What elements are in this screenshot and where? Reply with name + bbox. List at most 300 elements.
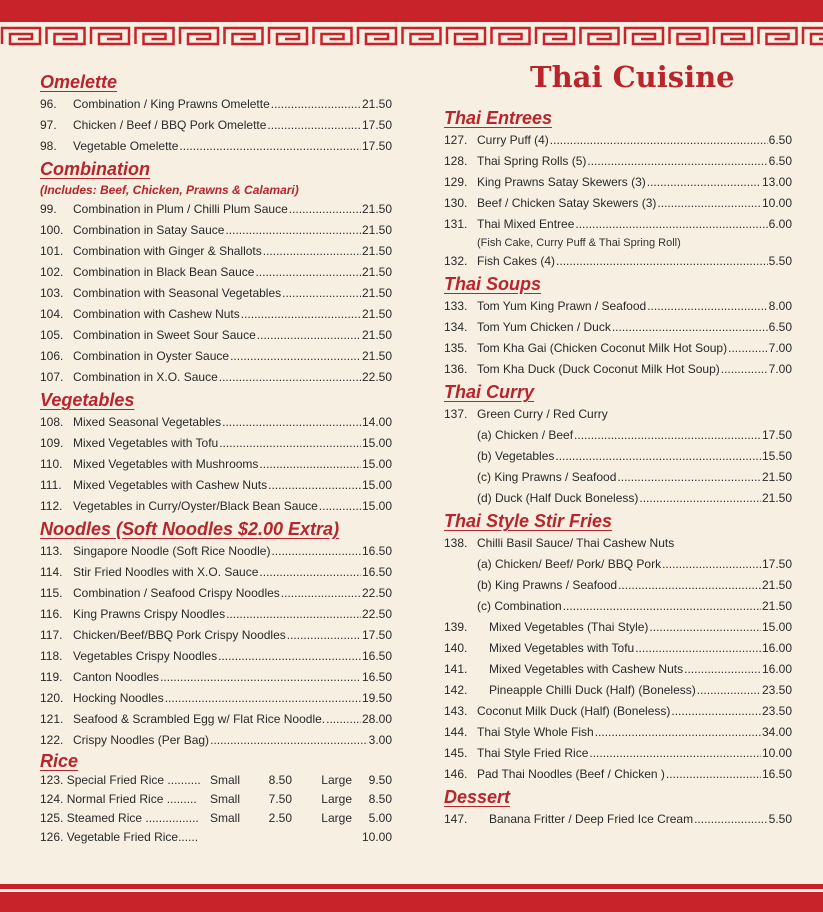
menu-item bbox=[40, 604, 392, 625]
item-name: Thai Mixed Entree bbox=[477, 217, 575, 231]
leader-dots bbox=[255, 262, 361, 283]
item-price: 15.50 bbox=[761, 449, 792, 463]
item-number: 140. bbox=[444, 641, 468, 655]
item-price: 16.00 bbox=[761, 662, 792, 676]
item-name: Combination / King Prawns Omelette bbox=[73, 97, 270, 111]
menu-item bbox=[444, 317, 792, 338]
menu-item bbox=[444, 296, 792, 317]
rice-large-price: 8.50 bbox=[368, 792, 392, 806]
menu-item bbox=[444, 151, 792, 172]
item-price: 6.50 bbox=[768, 154, 792, 168]
item-number: 132. bbox=[444, 254, 468, 268]
item-price: 22.50 bbox=[361, 607, 392, 621]
stirfry-list-2 bbox=[444, 701, 792, 785]
item-number: 96. bbox=[40, 97, 57, 111]
rice-row bbox=[40, 771, 392, 790]
rice-small-label bbox=[210, 828, 250, 847]
menu-item bbox=[40, 199, 392, 220]
item-name: Stir Fried Noodles with X.O. Sauce bbox=[73, 565, 259, 579]
item-name: Combination with Cashew Nuts bbox=[73, 307, 240, 321]
item-name: Crispy Noodles (Per Bag) bbox=[73, 733, 210, 747]
item-name: Banana Fritter / Deep Fried Ice Cream bbox=[489, 812, 694, 826]
menu-item bbox=[40, 367, 392, 388]
leader-dots bbox=[219, 367, 361, 388]
leader-dots bbox=[697, 680, 761, 701]
item-name: Combination with Seasonal Vegetables bbox=[73, 286, 282, 300]
item-price: 5.50 bbox=[768, 812, 792, 826]
item-name: Mixed Vegetables with Mushrooms bbox=[73, 457, 259, 471]
rice-name: 126. Vegetable Fried Rice...... bbox=[40, 830, 199, 844]
menu-item bbox=[444, 446, 792, 467]
item-price: 7.00 bbox=[768, 341, 792, 355]
menu-item bbox=[40, 220, 392, 241]
item-number: 145. bbox=[444, 746, 468, 760]
menu-item-intro bbox=[444, 404, 792, 425]
rice-row bbox=[40, 790, 392, 809]
leader-dots bbox=[259, 562, 361, 583]
item-name: Pad Thai Noodles (Beef / Chicken ) bbox=[477, 767, 665, 781]
rice-large-label bbox=[292, 828, 352, 847]
item-number: 104. bbox=[40, 307, 64, 321]
item-number: 139. bbox=[444, 620, 468, 634]
item-name: (a) Chicken / Beef bbox=[477, 428, 574, 442]
leader-dots bbox=[219, 433, 361, 454]
item-name: King Prawns Crispy Noodles bbox=[73, 607, 226, 621]
item-price: 28.00 bbox=[361, 712, 392, 726]
curry-intro bbox=[444, 404, 792, 425]
item-price: 14.00 bbox=[361, 415, 392, 429]
item-name: Beef / Chicken Satay Skewers (3) bbox=[477, 196, 657, 210]
item-name: Singapore Noodle (Soft Rice Noodle) bbox=[73, 544, 271, 558]
section-rice: Rice bbox=[40, 751, 79, 771]
leader-dots bbox=[165, 688, 361, 709]
curry-list bbox=[444, 425, 792, 509]
item-name: Combination / Seafood Crispy Noodles bbox=[73, 586, 280, 600]
item-number: 138. bbox=[444, 536, 468, 550]
leader-dots bbox=[282, 283, 361, 304]
item-name: Combination in X.O. Sauce bbox=[73, 370, 218, 384]
soups-list bbox=[444, 296, 792, 380]
item-name: Mixed Vegetables with Tofu bbox=[489, 641, 635, 655]
menu-item bbox=[444, 638, 792, 659]
menu-item bbox=[40, 709, 392, 730]
item-name: Thai Spring Rolls (5) bbox=[477, 154, 587, 168]
leader-dots bbox=[550, 130, 768, 151]
menu-item bbox=[40, 730, 392, 751]
item-price: 23.50 bbox=[761, 704, 792, 718]
item-name: Fish Cakes (4) bbox=[477, 254, 556, 268]
item-number: 134. bbox=[444, 320, 468, 334]
rice-row bbox=[40, 828, 392, 847]
item-name: (a) Chicken/ Beef/ Pork/ BBQ Pork bbox=[477, 557, 662, 571]
menu-item bbox=[444, 251, 792, 272]
item-number: 121. bbox=[40, 712, 64, 726]
page-title: Thai Cuisine bbox=[530, 60, 735, 94]
menu-item bbox=[444, 130, 792, 151]
item-name: Hocking Noodles bbox=[73, 691, 164, 705]
menu-item bbox=[40, 304, 392, 325]
section-noodles: Noodles (Soft Noodles $2.00 Extra) bbox=[40, 519, 340, 539]
item-number: 135. bbox=[444, 341, 468, 355]
item-price: 16.50 bbox=[761, 767, 792, 781]
leader-dots bbox=[671, 701, 761, 722]
menu-item bbox=[40, 433, 392, 454]
leader-dots bbox=[271, 94, 361, 115]
section-thai-entrees: Thai Entrees bbox=[444, 108, 553, 128]
leader-dots bbox=[222, 412, 361, 433]
item-number: 127. bbox=[444, 133, 468, 147]
leader-dots bbox=[241, 304, 361, 325]
section-thai-curry: Thai Curry bbox=[444, 382, 535, 402]
item-price: 3.00 bbox=[368, 733, 392, 747]
rice-small-price bbox=[250, 828, 292, 847]
item-name: (d) Duck (Half Duck Boneless) bbox=[477, 491, 639, 505]
menu-item bbox=[444, 575, 792, 596]
section-vegetables: Vegetables bbox=[40, 390, 135, 410]
rice-list bbox=[40, 771, 392, 847]
item-price: 10.00 bbox=[761, 746, 792, 760]
item-price: 16.50 bbox=[361, 544, 392, 558]
menu-item bbox=[444, 488, 792, 509]
item-number: 119. bbox=[40, 670, 63, 684]
menu-item bbox=[444, 617, 792, 638]
menu-item bbox=[40, 115, 392, 136]
leader-dots bbox=[635, 638, 761, 659]
stirfry-sublist bbox=[444, 554, 792, 617]
item-price: 21.50 bbox=[361, 244, 392, 258]
leader-dots bbox=[259, 454, 361, 475]
item-price: 21.50 bbox=[761, 491, 792, 505]
bottom-border bbox=[0, 889, 823, 912]
leader-dots bbox=[587, 151, 767, 172]
item-price: 21.50 bbox=[361, 202, 392, 216]
leader-dots bbox=[612, 317, 768, 338]
item-number: 115. bbox=[40, 586, 63, 600]
item-price: 21.50 bbox=[761, 599, 792, 613]
leader-dots bbox=[281, 583, 361, 604]
item-number: 142. bbox=[444, 683, 468, 697]
rice-name: 123. Special Fried Rice .......... bbox=[40, 773, 201, 787]
item-number: 133. bbox=[444, 299, 468, 313]
item-price: 34.00 bbox=[761, 725, 792, 739]
menu-item bbox=[444, 554, 792, 575]
menu-item bbox=[444, 359, 792, 380]
item-number: 117. bbox=[40, 628, 63, 642]
menu-item bbox=[40, 583, 392, 604]
item-name: (b) King Prawns / Seafood bbox=[477, 578, 618, 592]
stirfry-list bbox=[444, 617, 792, 701]
rice-small-price: 2.50 bbox=[268, 811, 292, 825]
item-name: Green Curry / Red Curry bbox=[477, 407, 608, 421]
item-number: 118. bbox=[40, 649, 63, 663]
item-number: 116. bbox=[40, 607, 63, 621]
combination-list bbox=[40, 199, 392, 388]
item-price: 15.00 bbox=[361, 499, 392, 513]
item-number: 103. bbox=[40, 286, 64, 300]
greek-key-border bbox=[0, 24, 823, 48]
menu-item bbox=[40, 496, 392, 517]
item-price: 21.50 bbox=[761, 470, 792, 484]
item-price: 16.50 bbox=[361, 670, 392, 684]
menu-item bbox=[444, 809, 792, 830]
menu-item bbox=[444, 214, 792, 235]
item-number: 130. bbox=[444, 196, 468, 210]
item-number: 128. bbox=[444, 154, 468, 168]
item-price: 21.50 bbox=[361, 286, 392, 300]
top-border bbox=[0, 0, 823, 22]
leader-dots bbox=[289, 199, 361, 220]
item-name: Thai Style Whole Fish bbox=[477, 725, 594, 739]
leader-dots bbox=[287, 625, 361, 646]
noodles-list bbox=[40, 541, 392, 751]
menu-item bbox=[40, 283, 392, 304]
item-name: Vegetable Omelette bbox=[73, 139, 179, 153]
menu-item bbox=[444, 659, 792, 680]
item-name: Mixed Vegetables (Thai Style) bbox=[489, 620, 649, 634]
rice-small-label: Small bbox=[210, 773, 241, 787]
leader-dots bbox=[657, 193, 761, 214]
menu-item bbox=[40, 262, 392, 283]
item-name: (c) King Prawns / Seafood bbox=[477, 470, 617, 484]
item-price: 16.50 bbox=[361, 649, 392, 663]
leader-dots bbox=[319, 496, 361, 517]
leader-dots bbox=[575, 214, 767, 235]
dessert-list bbox=[444, 809, 792, 830]
item-name: (b) Vegetables bbox=[477, 449, 555, 463]
menu-item bbox=[40, 625, 392, 646]
rice-large-price: 10.00 bbox=[361, 830, 392, 844]
menu-item bbox=[444, 764, 792, 785]
item-name: Mixed Seasonal Vegetables bbox=[73, 415, 222, 429]
leader-dots bbox=[556, 251, 768, 272]
stirfry-intro bbox=[444, 533, 792, 554]
section-omelette: Omelette bbox=[40, 72, 118, 92]
item-name: Combination in Sweet Sour Sauce bbox=[73, 328, 256, 342]
menu-item bbox=[444, 425, 792, 446]
leader-dots bbox=[268, 475, 361, 496]
menu-item bbox=[40, 325, 392, 346]
item-number: 122. bbox=[40, 733, 64, 747]
item-price: 10.00 bbox=[761, 196, 792, 210]
leader-dots bbox=[618, 575, 761, 596]
item-number: 147. bbox=[444, 812, 468, 826]
item-number: 137. bbox=[444, 407, 468, 421]
item-number: 107. bbox=[40, 370, 64, 384]
menu-item bbox=[40, 667, 392, 688]
item-price: 16.50 bbox=[361, 565, 392, 579]
item-price: 15.00 bbox=[361, 478, 392, 492]
section-dessert: Dessert bbox=[444, 787, 511, 807]
combination-note: (Includes: Beef, Chicken, Prawns & Calamari) bbox=[40, 183, 299, 197]
item-price: 21.50 bbox=[361, 97, 392, 111]
leader-dots bbox=[684, 659, 761, 680]
item-name: Combination in Oyster Sauce bbox=[73, 349, 230, 363]
item-name: Tom Kha Gai (Chicken Coconut Milk Hot Soup) bbox=[477, 341, 728, 355]
item-name: Curry Puff (4) bbox=[477, 133, 549, 147]
rice-name: 124. Normal Fried Rice ......... bbox=[40, 792, 197, 806]
item-name: Seafood & Scrambled Egg w/ Flat Rice Noodle. bbox=[73, 712, 326, 726]
item-price: 21.50 bbox=[361, 223, 392, 237]
menu-item bbox=[40, 412, 392, 433]
vegetables-list bbox=[40, 412, 392, 517]
item-number: 112. bbox=[40, 499, 63, 513]
menu-item bbox=[444, 338, 792, 359]
item-name: King Prawns Satay Skewers (3) bbox=[477, 175, 646, 189]
menu-item bbox=[40, 646, 392, 667]
item-price: 17.50 bbox=[761, 428, 792, 442]
item-name: Combination in Satay Sauce bbox=[73, 223, 225, 237]
item-number: 141. bbox=[444, 662, 468, 676]
menu-item bbox=[444, 743, 792, 764]
item-number: 143. bbox=[444, 704, 468, 718]
item-price: 16.00 bbox=[761, 641, 792, 655]
rice-small-label: Small bbox=[210, 811, 241, 825]
item-price: 17.50 bbox=[361, 118, 392, 132]
item-name: Combination in Black Bean Sauce bbox=[73, 265, 255, 279]
rice-row bbox=[40, 809, 392, 828]
item-price: 6.50 bbox=[768, 133, 792, 147]
menu-item bbox=[40, 94, 392, 115]
item-name: Tom Yum King Prawn / Seafood bbox=[477, 299, 647, 313]
entree-subnote: (Fish Cake, Curry Puff & Thai Spring Roll) bbox=[477, 237, 681, 249]
item-name: Vegetables Crispy Noodles bbox=[73, 649, 218, 663]
rice-small-price: 8.50 bbox=[268, 773, 292, 787]
item-name: Chicken / Beef / BBQ Pork Omelette bbox=[73, 118, 267, 132]
item-number: 131. bbox=[444, 217, 468, 231]
item-name: Tom Yum Chicken / Duck bbox=[477, 320, 611, 334]
rice-small-price: 7.50 bbox=[268, 792, 292, 806]
leader-dots bbox=[563, 596, 761, 617]
item-number: 113. bbox=[40, 544, 63, 558]
leader-dots bbox=[267, 115, 361, 136]
item-name: Chilli Basil Sauce/ Thai Cashew Nuts bbox=[477, 536, 675, 550]
rice-large-price: 5.00 bbox=[368, 811, 392, 825]
item-price: 6.50 bbox=[768, 320, 792, 334]
menu-item bbox=[40, 688, 392, 709]
item-number: 114. bbox=[40, 565, 63, 579]
leader-dots bbox=[721, 359, 768, 380]
entrees-list bbox=[444, 130, 792, 235]
item-price: 7.00 bbox=[768, 362, 792, 376]
leader-dots bbox=[728, 338, 768, 359]
item-price: 15.00 bbox=[361, 436, 392, 450]
item-number: 110. bbox=[40, 457, 63, 471]
rice-small-label: Small bbox=[210, 792, 241, 806]
leader-dots bbox=[263, 241, 361, 262]
rice-name: 125. Steamed Rice ................ bbox=[40, 811, 199, 825]
item-price: 21.50 bbox=[361, 328, 392, 342]
leader-dots bbox=[647, 296, 767, 317]
item-price: 17.50 bbox=[361, 628, 392, 642]
item-number: 100. bbox=[40, 223, 64, 237]
menu-item bbox=[40, 475, 392, 496]
leader-dots bbox=[226, 604, 361, 625]
leader-dots bbox=[225, 220, 361, 241]
menu-item-intro bbox=[444, 533, 792, 554]
item-number: 101. bbox=[40, 244, 64, 258]
leader-dots bbox=[160, 667, 361, 688]
leader-dots bbox=[574, 425, 761, 446]
leader-dots bbox=[694, 809, 768, 830]
item-price: 17.50 bbox=[361, 139, 392, 153]
item-number: 99. bbox=[40, 202, 57, 216]
item-number: 109. bbox=[40, 436, 64, 450]
rice-large-label: Large bbox=[321, 811, 352, 825]
leader-dots bbox=[218, 646, 361, 667]
item-price: 8.00 bbox=[768, 299, 792, 313]
item-name: Combination with Ginger & Shallots bbox=[73, 244, 262, 258]
item-price: 22.50 bbox=[361, 586, 392, 600]
item-number: 102. bbox=[40, 265, 64, 279]
leader-dots bbox=[662, 554, 761, 575]
item-price: 21.50 bbox=[361, 265, 392, 279]
menu-item bbox=[444, 701, 792, 722]
rice-large-price: 9.50 bbox=[368, 773, 392, 787]
item-name: Mixed Vegetables with Tofu bbox=[73, 436, 219, 450]
menu-item bbox=[40, 562, 392, 583]
section-stir-fries: Thai Style Stir Fries bbox=[444, 511, 613, 531]
item-price: 21.50 bbox=[361, 307, 392, 321]
item-number: 106. bbox=[40, 349, 64, 363]
item-name: Tom Kha Duck (Duck Coconut Milk Hot Soup) bbox=[477, 362, 720, 376]
item-price: 6.00 bbox=[768, 217, 792, 231]
item-name: (c) Combination bbox=[477, 599, 562, 613]
rice-large-label: Large bbox=[321, 773, 352, 787]
entrees-last bbox=[444, 251, 792, 272]
item-price: 15.00 bbox=[361, 457, 392, 471]
rice-large-label: Large bbox=[321, 792, 352, 806]
section-thai-soups: Thai Soups bbox=[444, 274, 542, 294]
menu-item bbox=[40, 136, 392, 157]
menu-item bbox=[444, 193, 792, 214]
menu-item bbox=[444, 722, 792, 743]
leader-dots bbox=[555, 446, 761, 467]
item-number: 146. bbox=[444, 767, 468, 781]
item-name: Canton Noodles bbox=[73, 670, 160, 684]
right-column bbox=[444, 106, 792, 830]
item-number: 144. bbox=[444, 725, 468, 739]
leader-dots bbox=[179, 136, 361, 157]
item-name: Coconut Milk Duck (Half) (Boneless) bbox=[477, 704, 671, 718]
item-price: 15.00 bbox=[761, 620, 792, 634]
menu-item bbox=[40, 454, 392, 475]
leader-dots bbox=[271, 541, 361, 562]
item-price: 19.50 bbox=[361, 691, 392, 705]
item-number: 108. bbox=[40, 415, 64, 429]
item-name: Vegetables in Curry/Oyster/Black Bean Sauce bbox=[73, 499, 318, 513]
item-name: Pineapple Chilli Duck (Half) (Boneless) bbox=[489, 683, 696, 697]
item-price: 22.50 bbox=[361, 370, 392, 384]
leader-dots bbox=[326, 709, 361, 730]
leader-dots bbox=[210, 730, 368, 751]
item-name: Thai Style Fried Rice bbox=[477, 746, 589, 760]
leader-dots bbox=[617, 467, 761, 488]
leader-dots bbox=[647, 172, 761, 193]
menu-item bbox=[444, 467, 792, 488]
menu-item bbox=[444, 172, 792, 193]
item-name: Chicken/Beef/BBQ Pork Crispy Noodles bbox=[73, 628, 286, 642]
section-combination: Combination bbox=[40, 159, 150, 179]
leader-dots bbox=[595, 722, 761, 743]
item-price: 13.00 bbox=[761, 175, 792, 189]
leader-dots bbox=[257, 325, 361, 346]
item-number: 136. bbox=[444, 362, 468, 376]
item-number: 98. bbox=[40, 139, 57, 153]
menu-item bbox=[40, 241, 392, 262]
item-price: 23.50 bbox=[761, 683, 792, 697]
item-price: 21.50 bbox=[361, 349, 392, 363]
leader-dots bbox=[649, 617, 761, 638]
